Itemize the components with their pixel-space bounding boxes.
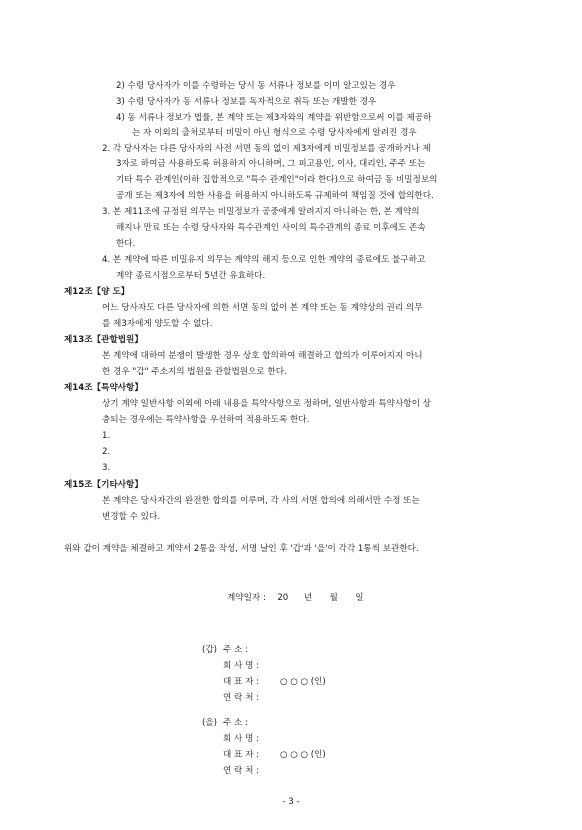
clause-11-2-cont-2: 기타 특수 관계인(이하 집합적으로 "특수 관계인"이라 한다)으로 하여금 동 비밀정보의 [116,175,438,185]
clause-11-1-item-2: 2) 수령 당사자가 이를 수령하는 당시 동 서류나 정보를 이미 알고있는 경우 [116,81,396,91]
article-14-heading: 제14조【특약사항】 [64,383,143,393]
contract-date-label: 계약일자 : [227,593,266,603]
article-14-text-2: 충되는 경우에는 특약사항을 우선하여 적용하도록 한다. [102,415,310,425]
article-14-item-2: 2. [102,447,111,457]
party-a-ceo-value: ○ ○ ○ (인) [280,677,326,687]
party-b-company-label: 회 사 명 : [223,734,259,744]
clause-11-1-item-4-cont: 는 자 이외의 출처로부터 비밀이 아닌 형식으로 수령 당사자에게 알려진 경우 [132,128,417,138]
article-13-text-2: 한 경우 "갑" 주소지의 법원을 관할법원으로 한다. [102,367,287,377]
party-b-ceo-value: ○ ○ ○ (인) [280,750,326,760]
article-12-text-1: 어느 당사자도 다른 당사자에 의한 서면 동의 없이 본 계약 또는 동 계약상의 권리 의무 [102,303,423,313]
clause-11-4-cont: 계약 종료시점으로부터 5년간 유효하다. [116,271,266,281]
clause-11-1-item-3: 3) 수령 당사자가 동 서류나 정보를 독자적으로 취득 또는 개발한 경우 [116,97,377,107]
party-a-address-label: 주 소 : [223,645,248,655]
clause-11-2: 2. 각 당사자는 다른 당사자의 사전 서면 동의 없이 제3자에게 비밀정보를 공개하거나 제 [102,144,431,154]
clause-11-1-item-4: 4) 동 서류나 정보가 법률, 본 계약 또는 제3자와의 계약을 위반함으로써 이를 제공하 [116,113,432,123]
article-14-text-1: 상기 계약 일반사항 이외에 아래 내용을 특약사항으로 정하며, 일반사항과 특약사항이 상 [102,399,431,409]
party-a-company-label: 회 사 명 : [223,661,259,671]
page-number: - 3 - [282,797,300,807]
party-a-contact-label: 연 락 처 : [223,693,259,703]
party-b-address-label: 주 소 : [223,718,248,728]
clause-11-3-cont-2: 한다. [116,239,136,249]
article-12-text-2: 를 제3자에게 양도할 수 없다. [102,319,213,329]
clause-11-4: 4. 본 계약에 따른 비밀유지 의무는 계약의 해지 등으로 인한 계약의 종료에도 불구하고 [102,255,426,265]
article-14-item-1: 1. [102,431,111,441]
contract-date-year-prefix: 20 [277,593,289,603]
article-14-item-3: 3. [102,463,111,473]
clause-11-2-cont-3: 공개 또는 제3자에 의한 사용을 허용하지 아니하도록 규제하여 책임질 것에 합의한다. [116,191,434,201]
party-a-ceo-label: 대 표 자 : [223,677,259,687]
article-15-text-2: 변경할 수 있다. [102,512,161,522]
article-15-text-1: 본 계약은 당사자간의 완전한 합의를 이루며, 각 사의 서면 합의에 의해서만 수정 또는 [102,496,420,506]
party-a-tag: (갑) [202,645,218,655]
article-12-heading: 제12조【양 도】 [64,287,130,297]
clause-11-3: 3. 본 제11조에 규정된 의무는 비밀정보가 공중에게 알려지지 아니하는 한, 본 계약의 [102,207,420,217]
article-13-heading: 제13조【관할법원】 [64,335,143,345]
contract-date-year: 년 [303,593,313,603]
article-15-heading: 제15조【기타사항】 [64,480,143,490]
party-b-tag: (을) [202,718,218,728]
clause-11-2-cont-1: 3자로 하여금 사용하도록 허용하지 아니하며, 그 피고용인, 이사, 대리인, 주주 또는 [116,159,426,169]
contract-date-month: 월 [329,593,338,603]
party-b-ceo-label: 대 표 자 : [223,750,259,760]
party-b-contact-label: 연 락 처 : [223,766,259,776]
clause-11-3-cont-1: 해지나 만료 또는 수령 당사자와 특수관계인 사이의 특수관계의 종료 이후에도 존속 [116,223,426,233]
contract-date-day: 일 [355,593,364,603]
article-13-text-1: 본 계약에 대하여 분쟁이 발생한 경우 상호 합의하여 해결하고 합의가 이루어지지 아니 [102,351,423,361]
closing-statement: 위와 같이 계약을 체결하고 계약서 2통을 작성, 서명 날인 후 '갑'과 '을'이 각각 1통씩 보관한다. [64,544,419,554]
contract-date [227,592,364,604]
